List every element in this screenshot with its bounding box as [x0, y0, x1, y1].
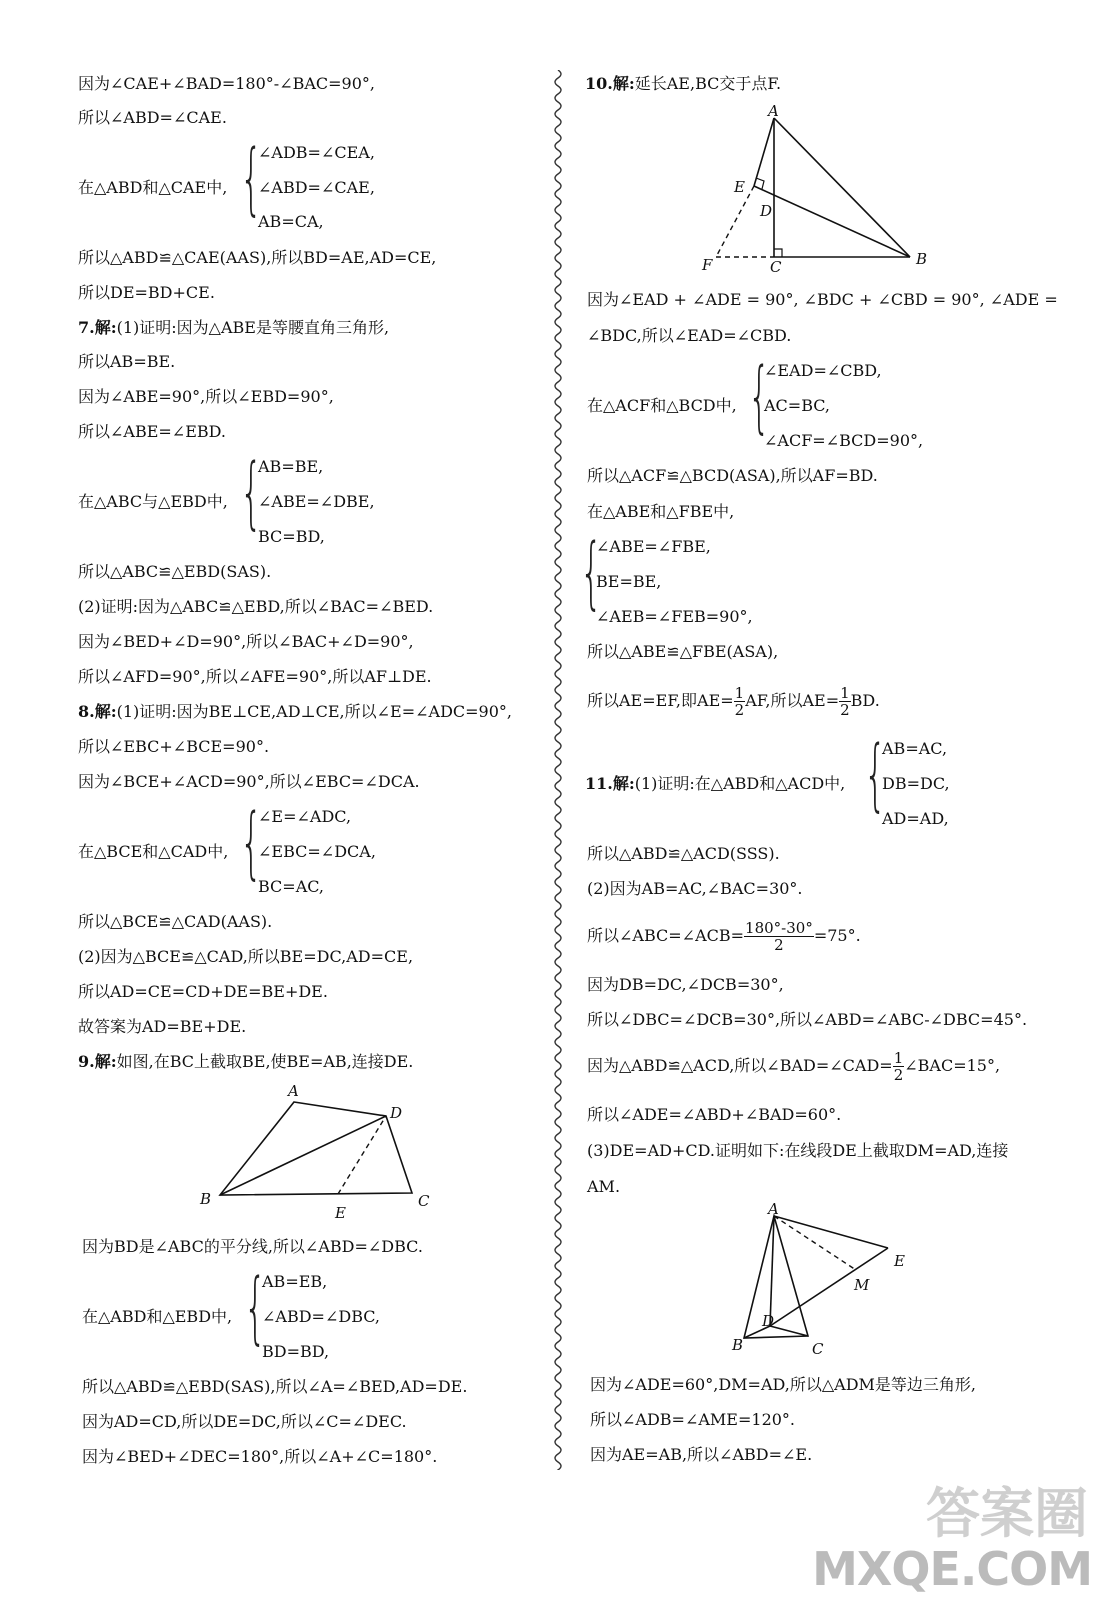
- text-line: 因为BD是∠ABC的平分线,所以∠ABD=∠DBC.: [82, 1237, 423, 1256]
- condition-line: BD=BD,: [262, 1342, 330, 1361]
- condition-line: BC=AC,: [258, 877, 325, 896]
- condition-line: AB=EB,: [262, 1272, 328, 1291]
- condition-line: ∠ABE=∠DBE,: [258, 492, 375, 511]
- text-line: 因为∠BED+∠DEC=180°,所以∠A+∠C=180°.: [82, 1447, 438, 1466]
- vertex-label: A: [288, 1082, 299, 1100]
- fraction: [744, 920, 814, 953]
- text-segment: =75°.: [813, 926, 861, 945]
- problem-title: 10.解:: [585, 74, 635, 93]
- problem-10: [585, 74, 781, 94]
- fraction: [839, 685, 851, 718]
- vertex-label: F: [702, 256, 713, 274]
- text-line: 因为∠BCE+∠ACD=90°,所以∠EBC=∠DCA.: [78, 772, 420, 791]
- text-line: 所以△ABD≌△ACD(SSS).: [587, 844, 780, 863]
- text-line: 所以DE=BD+CE.: [78, 283, 215, 302]
- condition-line: AD=AD,: [882, 809, 949, 828]
- watermark-url: MXQE.COM: [812, 1542, 1092, 1596]
- condition-prefix: 在△ABD和△EBD中,: [82, 1307, 233, 1326]
- condition-line: ∠EAD=∠CBD,: [764, 361, 882, 380]
- text-line: (1)证明:因为BE⊥CE,AD⊥CE,所以∠E=∠ADC=90°,: [116, 702, 512, 721]
- vertex-label: A: [768, 102, 779, 120]
- vertex-label: B: [732, 1336, 744, 1354]
- text-line: 所以∠AFD=90°,所以∠AFE=90°,所以AF⊥DE.: [78, 667, 432, 686]
- numerator: 1: [734, 684, 745, 702]
- text-line: 如图,在BC上截取BE,使BE=AB,连接DE.: [116, 1052, 414, 1071]
- text-line: (2)因为AB=AC,∠BAC=30°.: [587, 879, 803, 898]
- text-line: 所以∠EBC+∠BCE=90°.: [78, 737, 270, 756]
- text-line: 所以△ACF≌△BCD(ASA),所以AF=BD.: [587, 466, 878, 485]
- text-line: 因为∠ADE=60°,DM=AD,所以△ADM是等边三角形,: [590, 1375, 976, 1394]
- brace-icon: {: [240, 448, 263, 538]
- vertex-label: M: [854, 1276, 870, 1294]
- text-line: 因为∠CAE+∠BAD=180°-∠BAC=90°,: [78, 74, 376, 93]
- vertex-label: C: [812, 1340, 824, 1358]
- text-segment: BD.: [850, 691, 880, 710]
- condition-line: ∠EBC=∠DCA,: [258, 842, 376, 861]
- text-line: (2)证明:因为△ABC≌△EBD,所以∠BAC=∠BED.: [78, 597, 434, 616]
- vertex-label: D: [390, 1104, 403, 1122]
- vertex-label: E: [894, 1252, 905, 1270]
- fraction: [893, 1050, 905, 1083]
- condition-line: ∠ADB=∠CEA,: [258, 143, 375, 162]
- vertex-label: B: [200, 1190, 212, 1208]
- condition-prefix: (1)证明:在△ABD和△ACD中,: [634, 774, 846, 793]
- text-line-with-fraction: [587, 1048, 1000, 1084]
- text-line: (3)DE=AD+CD.证明如下:在线段DE上截取DM=AD,连接: [587, 1141, 1009, 1160]
- problem-8: [78, 702, 512, 722]
- text-line: AM.: [587, 1177, 621, 1196]
- denominator: 2: [840, 701, 850, 719]
- text-segment: 所以∠ABC=∠ACB=: [587, 926, 745, 945]
- condition-line: ∠ABD=∠CAE,: [258, 178, 375, 197]
- watermark-logo: 答案圈: [926, 1482, 1088, 1545]
- text-line: 所以△ABE≌△FBE(ASA),: [587, 642, 779, 661]
- numerator: 1: [840, 684, 850, 702]
- vertex-label: D: [762, 1312, 775, 1330]
- problem-title: 9.解:: [78, 1052, 117, 1071]
- vertex-label: E: [335, 1204, 346, 1222]
- text-line: 所以△ABD≌△EBD(SAS),所以∠A=∠BED,AD=DE.: [82, 1377, 468, 1396]
- text-line: 因为AE=AB,所以∠ABD=∠E.: [590, 1445, 813, 1464]
- numerator: 180°-30°: [745, 919, 813, 937]
- problem-7: [78, 318, 389, 338]
- text-line-with-fractions: [587, 683, 880, 719]
- condition-prefix: 在△ABD和△CAE中,: [78, 178, 228, 197]
- text-line: 因为AD=CD,所以DE=DC,所以∠C=∠DEC.: [82, 1412, 407, 1431]
- text-segment: 因为△ABD≌△ACD,所以∠BAD=∠CAD=: [587, 1056, 893, 1075]
- text-line: 因为∠BED+∠D=90°,所以∠BAC+∠D=90°,: [78, 632, 414, 651]
- numerator: 1: [893, 1049, 904, 1067]
- brace-icon: {: [244, 1263, 267, 1353]
- brace-icon: {: [240, 134, 263, 224]
- problem-title: 8.解:: [78, 702, 117, 721]
- text-line: 所以∠ADB=∠AME=120°.: [590, 1410, 796, 1429]
- figure-11-triangle: [720, 1202, 920, 1362]
- condition-line: ∠ACF=∠BCD=90°,: [764, 431, 924, 450]
- text-line: 延长AE,BC交于点F.: [634, 74, 782, 93]
- text-line: 所以AD=CE=CD+DE=BE+DE.: [78, 982, 328, 1001]
- condition-prefix: 在△BCE和△CAD中,: [78, 842, 229, 861]
- condition-line: AB=BE,: [258, 457, 324, 476]
- text-line: 所以△ABD≌△CAE(AAS),所以BD=AE,AD=CE,: [78, 248, 437, 267]
- figure-10-triangle: [690, 100, 940, 280]
- text-line: 所以△BCE≌△CAD(AAS).: [78, 912, 273, 931]
- condition-line: ∠ABE=∠FBE,: [596, 537, 711, 556]
- problem-9: [78, 1052, 413, 1072]
- text-line-with-fraction: [587, 916, 861, 956]
- column-divider: [548, 70, 568, 1470]
- text-line: 故答案为AD=BE+DE.: [78, 1017, 247, 1036]
- text-line: 因为∠EAD + ∠ADE = 90°, ∠BDC + ∠CBD = 90°, ∠ADE =: [587, 290, 1058, 309]
- brace-icon: {: [580, 528, 603, 618]
- text-segment: ∠BAC=15°,: [904, 1056, 1001, 1075]
- text-line: 在△ABE和△FBE中,: [587, 502, 735, 521]
- condition-line: DB=DC,: [882, 774, 950, 793]
- text-line: 所以∠ABD=∠CAE.: [78, 108, 227, 127]
- vertex-label: E: [734, 178, 745, 196]
- brace-icon: {: [240, 798, 263, 888]
- text-segment: AF,所以AE=: [745, 691, 840, 710]
- text-line: (1)证明:因为△ABE是等腰直角三角形,: [116, 318, 390, 337]
- text-line: 所以∠DBC=∠DCB=30°,所以∠ABD=∠ABC-∠DBC=45°.: [587, 1010, 1028, 1029]
- text-line: 因为DB=DC,∠DCB=30°,: [587, 975, 784, 994]
- condition-prefix: 在△ACF和△BCD中,: [587, 396, 737, 415]
- condition-line: BC=BD,: [258, 527, 325, 546]
- vertex-label: A: [768, 1202, 779, 1218]
- condition-line: AB=CA,: [258, 212, 324, 231]
- condition-line: ∠E=∠ADC,: [258, 807, 352, 826]
- brace-icon: {: [748, 352, 771, 442]
- condition-line: ∠AEB=∠FEB=90°,: [596, 607, 753, 626]
- text-line: 所以∠ABE=∠EBD.: [78, 422, 226, 441]
- text-line: ∠BDC,所以∠EAD=∠CBD.: [587, 326, 792, 345]
- denominator: 2: [893, 1066, 904, 1084]
- problem-title: 7.解:: [78, 318, 117, 337]
- condition-prefix: 在△ABC与△EBD中,: [78, 492, 228, 511]
- vertex-label: B: [916, 250, 928, 268]
- vertex-label: C: [770, 258, 782, 276]
- problem-title: 11.解:: [585, 774, 635, 793]
- text-line: 所以AB=BE.: [78, 352, 176, 371]
- problem-11: [585, 774, 845, 794]
- text-line: 所以△ABC≌△EBD(SAS).: [78, 562, 272, 581]
- denominator: 2: [774, 936, 784, 954]
- text-line: (2)因为△BCE≌△CAD,所以BE=DC,AD=CE,: [78, 947, 414, 966]
- condition-line: BE=BE,: [596, 572, 662, 591]
- text-line: 所以∠ADE=∠ABD+∠BAD=60°.: [587, 1105, 842, 1124]
- brace-icon: {: [864, 730, 887, 820]
- text-line: 因为∠ABE=90°,所以∠EBD=90°,: [78, 387, 334, 406]
- condition-line: AB=AC,: [882, 739, 948, 758]
- denominator: 2: [734, 701, 745, 719]
- condition-line: AC=BC,: [764, 396, 831, 415]
- fraction: [734, 685, 746, 718]
- vertex-label: C: [418, 1192, 430, 1210]
- condition-line: ∠ABD=∠DBC,: [262, 1307, 380, 1326]
- figure-9-quadrilateral: [190, 1078, 450, 1223]
- vertex-label: D: [760, 202, 773, 220]
- text-segment: 所以AE=EF,即AE=: [587, 691, 734, 710]
